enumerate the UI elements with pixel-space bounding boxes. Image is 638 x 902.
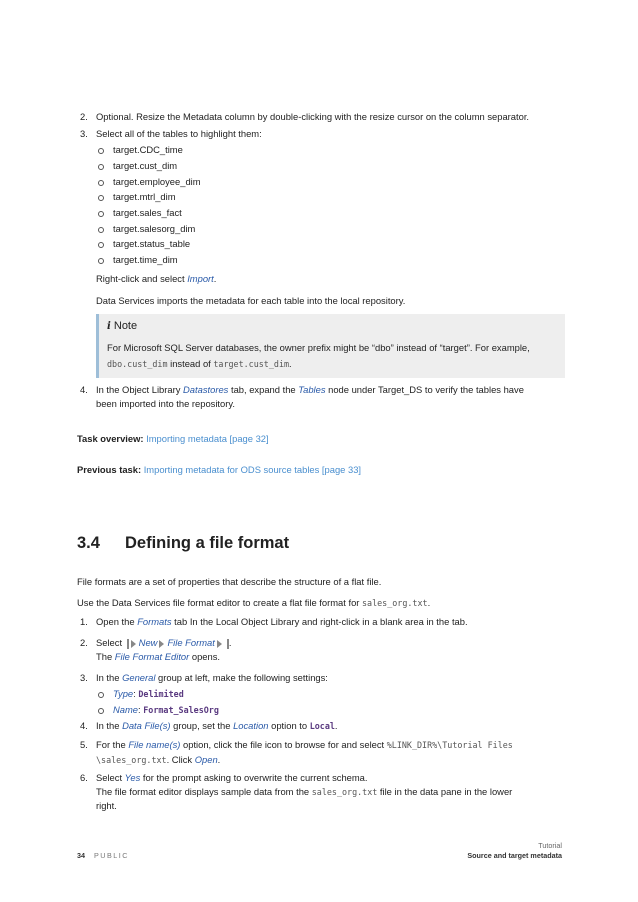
bullet-icon (98, 211, 104, 217)
code: Format_SalesOrg (143, 705, 219, 715)
step-text: Select all of the tables to highlight them: (96, 128, 262, 139)
bullet-icon (98, 164, 104, 170)
ui-term: Open (194, 754, 218, 765)
ui-term: New (138, 637, 158, 648)
list-item: target.mtrl_dim (113, 191, 176, 202)
text: . (427, 597, 431, 608)
step-text (96, 615, 468, 628)
bullet-icon (98, 258, 104, 264)
ui-term: Type (113, 688, 134, 699)
text: file in the data pane in the lower (377, 786, 513, 797)
step-text (96, 771, 368, 784)
text: Select (96, 637, 125, 648)
text: group, set the (170, 720, 234, 731)
text: for the prompt asking to overwrite the current schema. (140, 772, 368, 783)
step-text (96, 719, 338, 733)
text: option to (268, 720, 310, 731)
list-item: target.salesorg_dim (113, 223, 196, 234)
step-number: 4. (80, 384, 88, 395)
step-text (96, 753, 220, 767)
code: sales_org.txt (311, 787, 378, 797)
text: tab In the Local Object Library and right-click in a blank area in the tab. (171, 616, 468, 627)
text: The file format editor displays sample data from the (96, 786, 312, 797)
text: . (228, 637, 232, 648)
list-item: target.CDC_time (113, 144, 183, 155)
ui-term: Name (113, 704, 139, 715)
bullet-icon (98, 180, 104, 186)
text: In the Object Library (96, 384, 184, 395)
text: option, click the file icon to browse for and select (180, 739, 387, 750)
code: sales_org.txt (362, 598, 428, 608)
step-text (96, 738, 513, 752)
previous-task-link[interactable]: Importing metadata for ODS source tables [page 33] (143, 464, 362, 475)
bullet-icon (98, 708, 104, 714)
text: opens. (189, 651, 221, 662)
list-item: target.status_table (113, 238, 191, 249)
step-number: 6. (80, 772, 88, 783)
step-number: 4. (80, 720, 88, 731)
label: Previous task: (77, 464, 142, 475)
text: In the (96, 720, 123, 731)
section-number: 3.4 (77, 534, 100, 552)
ui-term: General (122, 672, 156, 683)
instruction-text: Data Services imports the metadata for each table into the local repository. (96, 295, 406, 306)
section-footer: Source and target metadata (467, 851, 562, 860)
step-text (96, 383, 524, 396)
text: group at left, make the following settings: (155, 672, 328, 683)
note-line: For Microsoft SQL Server databases, the owner prefix might be “dbo” instead of “target”. For example, (107, 342, 530, 353)
ui-term: Location (233, 720, 269, 731)
text: tab, expand the (228, 384, 299, 395)
ui-term: File Format Editor (114, 651, 190, 662)
step-number: 1. (80, 616, 88, 627)
text: Select (96, 772, 125, 783)
step-number: 2. (80, 111, 88, 122)
code: target.cust_dim (213, 359, 290, 369)
section-title: Defining a file format (125, 534, 290, 552)
list-item: target.employee_dim (113, 176, 201, 187)
ui-term: Tables (298, 384, 326, 395)
chevron-right-icon (217, 640, 222, 648)
task-overview (77, 432, 269, 445)
previous-task (77, 463, 361, 476)
code: %LINK_DIR%\Tutorial Files (386, 740, 513, 750)
ui-term: File Format (167, 637, 215, 648)
page-number: 34 (77, 851, 85, 860)
text: instead of (167, 358, 214, 369)
text: node under Target_DS to verify the tables have (325, 384, 524, 395)
note-box (96, 314, 565, 378)
ui-term: Import (187, 273, 214, 284)
step-text (96, 785, 512, 799)
text: . (217, 754, 221, 765)
bullet-icon (98, 195, 104, 201)
step-number: 5. (80, 739, 88, 750)
text: In the (96, 672, 123, 683)
ui-term: Datastores (183, 384, 229, 395)
step-text: right. (96, 800, 117, 811)
step-text (96, 650, 220, 663)
note-title-text: Note (113, 320, 138, 332)
bullet-icon (98, 148, 104, 154)
text: . (289, 358, 292, 369)
bullet-icon (98, 227, 104, 233)
ui-term: Yes (124, 772, 141, 783)
text: . (213, 273, 217, 284)
code: dbo.cust_dim (107, 359, 168, 369)
ui-term: Formats (137, 616, 172, 627)
paragraph (77, 596, 430, 610)
bullet-icon (98, 692, 104, 698)
list-item: target.cust_dim (113, 160, 178, 171)
text: . (334, 720, 338, 731)
list-item: target.time_dim (113, 254, 178, 265)
chevron-right-icon (131, 640, 136, 648)
step-number: 3. (80, 672, 88, 683)
task-overview-link[interactable]: Importing metadata [page 32] (146, 433, 269, 444)
menu-bar-icon (127, 639, 129, 649)
note-line (107, 357, 292, 371)
text: Right-click and select (96, 273, 188, 284)
bullet-icon (98, 242, 104, 248)
ui-term: Data File(s) (122, 720, 171, 731)
step-text (96, 671, 328, 684)
text: Use the Data Services file format editor to create a flat file format for (77, 597, 363, 608)
text: For the (96, 739, 129, 750)
list-item: Name: Format_SalesOrg (113, 704, 219, 715)
text: The (96, 651, 115, 662)
code: Local (309, 721, 335, 731)
step-text: been imported into the repository. (96, 398, 235, 409)
code: Delimited (138, 689, 184, 699)
step-text: Optional. Resize the Metadata column by double-clicking with the resize cursor on the column separator. (96, 111, 530, 122)
doc-title: Tutorial (538, 841, 562, 850)
step-number: 2. (80, 637, 88, 648)
step-text (96, 636, 231, 649)
info-icon: i (107, 321, 111, 332)
public-label: PUBLIC (94, 851, 129, 860)
text: . Click (166, 754, 195, 765)
chevron-right-icon (159, 640, 164, 648)
paragraph: File formats are a set of properties that describe the structure of a flat file. (77, 576, 382, 587)
list-item: Type: Delimited (113, 688, 184, 699)
note-title (107, 320, 137, 332)
instruction-text (96, 272, 216, 285)
text: Open the (96, 616, 138, 627)
section-heading (77, 534, 289, 553)
label: Task overview: (77, 433, 144, 444)
code: \sales_org.txt (96, 755, 167, 765)
step-number: 3. (80, 128, 88, 139)
ui-term: File name(s) (128, 739, 181, 750)
list-item: target.sales_fact (113, 207, 182, 218)
